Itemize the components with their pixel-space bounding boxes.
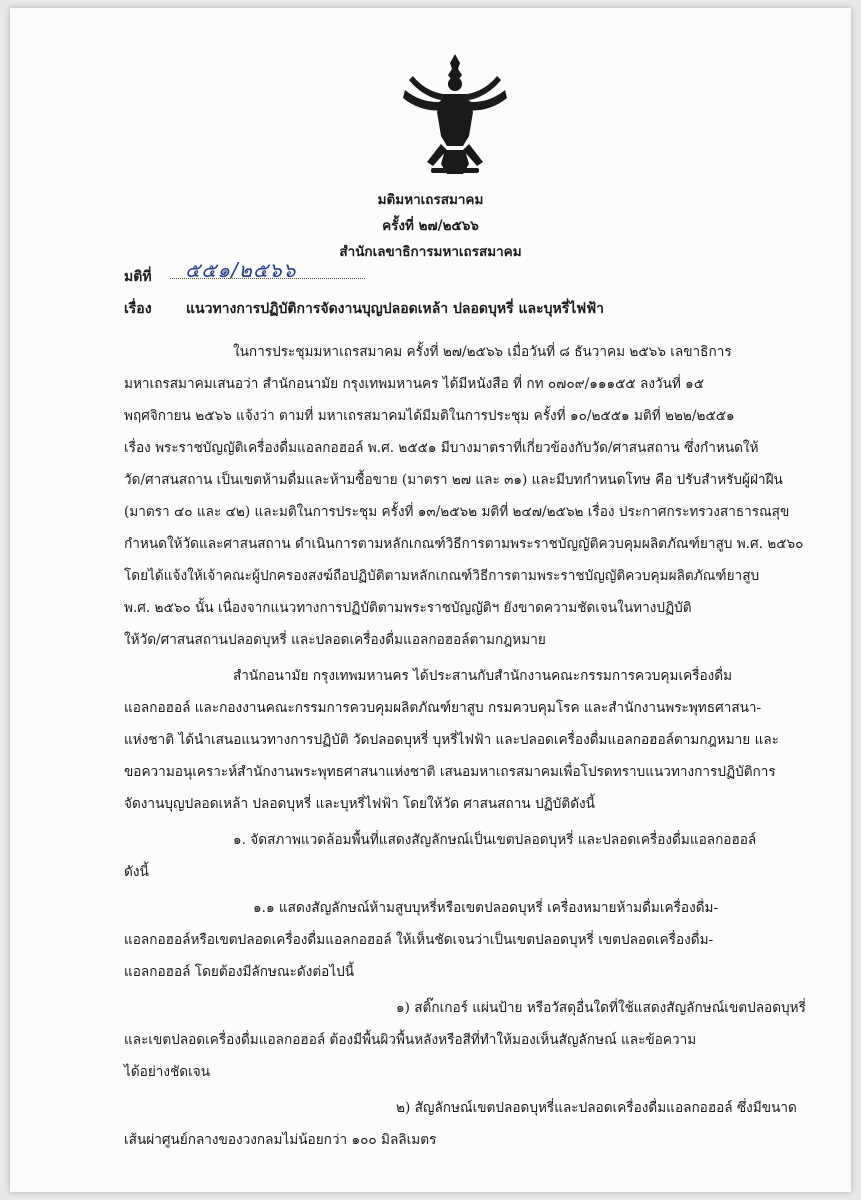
p2-line-5: จัดงานบุญปลอดเหล้า ปลอดบุหรี่ และบุหรี่ไฟฟ้า โดยให้วัด ศาสนสถาน ปฏิบัติดังนี้: [124, 796, 595, 812]
sub1-line-2: และเขตปลอดเครื่องดื่มแอลกอฮอล์ ต้องมีพื้นผิวพื้นหลังหรือสีที่ทำให้มองเห็นสัญลักษณ์ และข้อความ: [124, 1032, 697, 1048]
p1-line-4: เรื่อง พระราชบัญญัติเครื่องดื่มแอลกอฮอล์ พ.ศ. ๒๕๕๑ มีบางมาตราที่เกี่ยวข้องกับวัด/ศาสนสถาน ซึ่งกำหนดให้: [124, 440, 759, 456]
document-page: [10, 8, 851, 1192]
item11-line-3: แอลกอฮอล์ โดยต้องมีลักษณะดังต่อไปนี้: [124, 964, 355, 980]
item11-line-2: แอลกอฮอล์หรือเขตปลอดเครื่องดื่มแอลกอฮอล์ ให้เห็นชัดเจนว่าเป็นเขตปลอดบุหรี่ เขตปลอดเครื่องดื่ม-: [124, 932, 714, 948]
p1-line-10: ให้วัด/ศาสนสถานปลอดบุหรี่ และปลอดเครื่องดื่มแอลกอฮอล์ตามกฎหมาย: [124, 632, 546, 648]
item1-line-1: ๑. จัดสภาพแวดล้อมพื้นที่แสดงสัญลักษณ์เป็นเขตปลอดบุหรี่ และปลอดเครื่องดื่มแอลกอฮอล์: [233, 832, 757, 848]
issuing-office: สำนักเลขาธิการมหาเถรสมาคม: [339, 244, 522, 260]
subject-title: แนวทางการปฏิบัติการจัดงานบุญปลอดเหล้า ปลอดบุหรี่ และบุหรี่ไฟฟ้า: [186, 301, 604, 317]
p1-line-1: ในการประชุมมหาเถรสมาคม ครั้งที่ ๒๗/๒๕๖๖ เมื่อวันที่ ๘ ธันวาคม ๒๕๖๖ เลขาธิการ: [233, 344, 732, 360]
sub2-line-1: ๒) สัญลักษณ์เขตปลอดบุหรี่และปลอดเครื่องดื่มแอลกอฮอล์ ซึ่งมีขนาด: [396, 1100, 797, 1116]
p2-line-1: สำนักอนามัย กรุงเทพมหานคร ได้ประสานกับสำนักงานคณะกรรมการควบคุมเครื่องดื่ม: [233, 668, 733, 684]
resolution-dotted-line: [170, 278, 365, 279]
meeting-number: ครั้งที่ ๒๗/๒๕๖๖: [382, 218, 479, 234]
subject-label: เรื่อง: [124, 301, 152, 317]
p1-line-7: กำหนดให้วัดและศาสนสถาน ดำเนินการตามหลักเกณฑ์วิธีการตามพระราชบัญญัติควบคุมผลิตภัณฑ์ยาสูบ พ.ศ. ๒๕๖๐: [124, 536, 804, 552]
sub2-line-2: เส้นผ่าศูนย์กลางของวงกลมไม่น้อยกว่า ๑๐๐ มิลลิเมตร: [124, 1132, 437, 1148]
resolution-label: มติที่: [124, 269, 152, 285]
p1-line-5: วัด/ศาสนสถาน เป็นเขตห้ามดื่มและห้ามซื้อขาย (มาตรา ๒๗ และ ๓๑) และมีบทกำหนดโทษ คือ ปรับสำหรับผู้ฝ่าฝืน: [124, 472, 783, 488]
p2-line-3: แห่งชาติ ได้นำเสนอแนวทางการปฏิบัติ วัดปลอดบุหรี่ บุหรี่ไฟฟ้า และปลอดเครื่องดื่มแอลกอฮอล์ตามกฎหมาย และ: [124, 732, 779, 748]
document-title: มติมหาเถรสมาคม: [377, 192, 484, 208]
p1-line-8: โดยได้แจ้งให้เจ้าคณะผู้ปกครองสงฆ์ถือปฏิบัติตามหลักเกณฑ์วิธีการตามพระราชบัญญัติควบคุมผลิตภัณฑ์ยาสูบ: [124, 568, 760, 584]
garuda-emblem-icon: [395, 50, 515, 180]
p1-line-3: พฤศจิกายน ๒๕๖๖ แจ้งว่า ตามที่ มหาเถรสมาคมได้มีมติในการประชุม ครั้งที่ ๑๐/๒๕๕๑ มติที่ ๒๒๒/๒๕๕๑: [124, 408, 735, 424]
item1-line-2: ดังนี้: [124, 864, 149, 880]
p1-line-6: (มาตรา ๔๐ และ ๔๒) และมติในการประชุม ครั้งที่ ๑๓/๒๕๖๒ มติที่ ๒๔๗/๒๕๖๒ เรื่อง ประกาศกระทรวงสาธารณสุข: [124, 504, 790, 520]
p2-line-2: แอลกอฮอล์ และกองงานคณะกรรมการควบคุมผลิตภัณฑ์ยาสูบ กรมควบคุมโรค และสำนักงานพระพุทธศาสนา-: [124, 700, 762, 716]
p1-line-2: มหาเถรสมาคมเสนอว่า สำนักอนามัย กรุงเทพมหานคร ได้มีหนังสือ ที่ กท ๐๗๐๙/๑๑๑๕๕ ลงวันที่ ๑๕: [124, 376, 705, 392]
sub1-line-3: ได้อย่างชัดเจน: [124, 1064, 211, 1080]
resolution-number-handwritten: ๕๕๑/๒๕๖๖: [185, 258, 297, 282]
p1-line-9: พ.ศ. ๒๕๖๐ นั้น เนื่องจากแนวทางการปฏิบัติตามพระราชบัญญัติฯ ยังขาดความชัดเจนในทางปฏิบัติ: [124, 600, 692, 616]
sub1-line-1: ๑) สติ๊กเกอร์ แผ่นป้าย หรือวัสดุอื่นใดที่ใช้แสดงสัญลักษณ์เขตปลอดบุหรี่: [396, 1000, 806, 1016]
p2-line-4: ขอความอนุเคราะห์สำนักงานพระพุทธศาสนาแห่งชาติ เสนอมหาเถรสมาคมเพื่อโปรดทราบแนวทางการปฏิบัติการ: [124, 764, 776, 780]
item11-line-1: ๑.๑ แสดงสัญลักษณ์ห้ามสูบบุหรี่หรือเขตปลอดบุหรี่ เครื่องหมายห้ามดื่มเครื่องดื่ม-: [253, 900, 719, 916]
